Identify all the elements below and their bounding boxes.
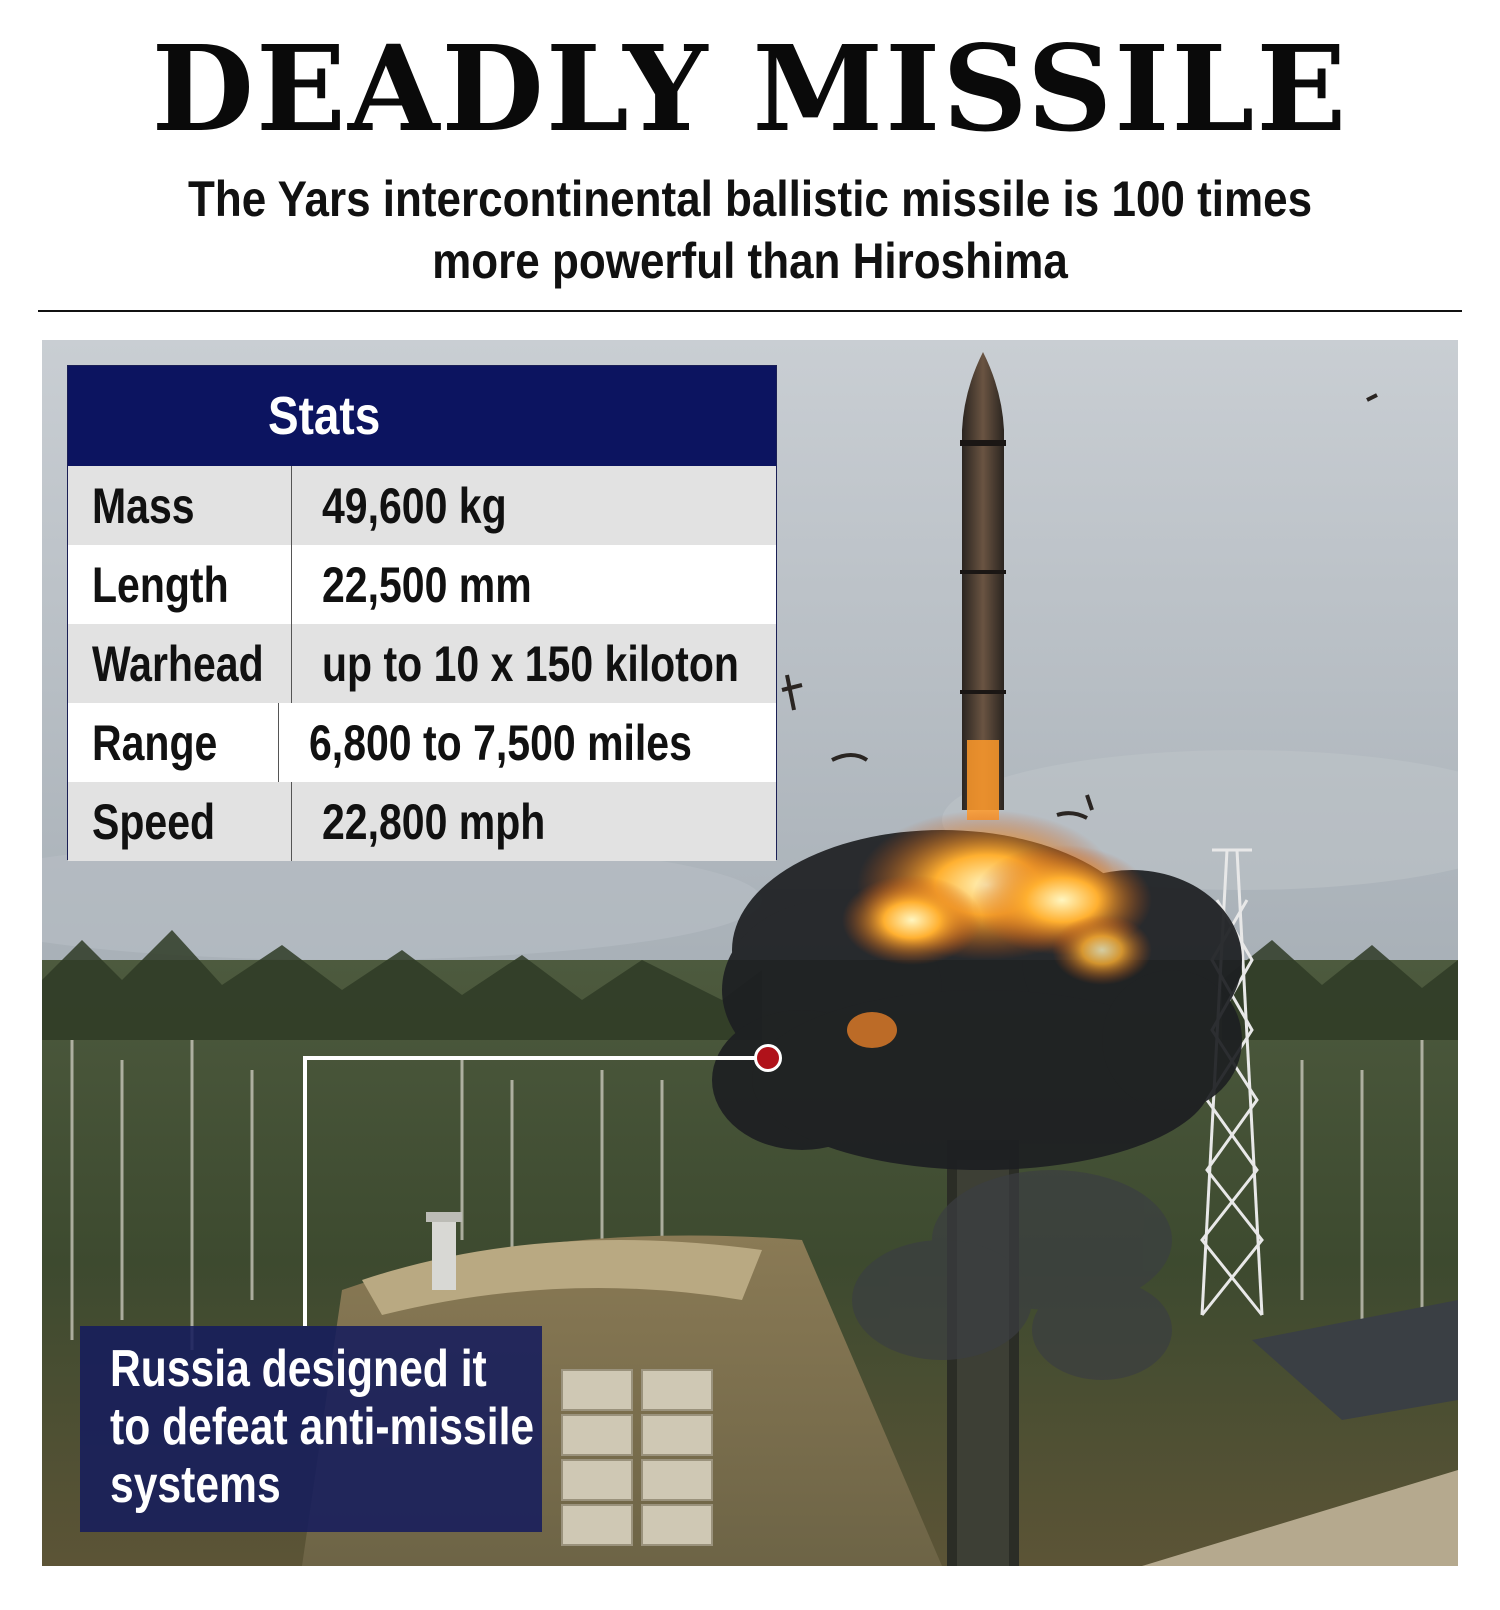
stats-label: Length [68,545,292,624]
stats-title: Stats [268,386,381,446]
stats-label: Speed [68,782,292,861]
headline: DEADLY MISSILE [151,19,1349,158]
callout-line-horizontal [305,1056,765,1060]
callout-box [80,1326,542,1532]
stats-row-warhead [68,624,776,703]
stats-label: Mass [68,466,292,545]
callout-text: Russia designed it to defeat anti-missile systems [110,1340,535,1514]
callout-line-vertical [303,1056,307,1326]
stats-header [68,366,776,466]
stats-value: 6,800 to 7,500 miles [309,714,692,771]
stats-value: 22,800 mph [322,793,546,850]
stats-label: Range [68,703,279,782]
stats-row-speed [68,782,776,861]
stats-value: up to 10 x 150 kiloton [322,635,739,692]
subheadline: The Yars intercontinental ballistic missile is 100 times more powerful than Hiroshima [187,171,1313,289]
stats-row-mass [68,466,776,545]
stats-table [67,365,777,860]
stats-value: 22,500 mm [322,556,532,613]
divider [38,310,1462,312]
stats-row-length [68,545,776,624]
stats-value: 49,600 kg [322,477,507,534]
stats-row-range [68,703,776,782]
stats-label: Warhead [68,624,292,703]
callout-dot-icon [754,1044,782,1072]
